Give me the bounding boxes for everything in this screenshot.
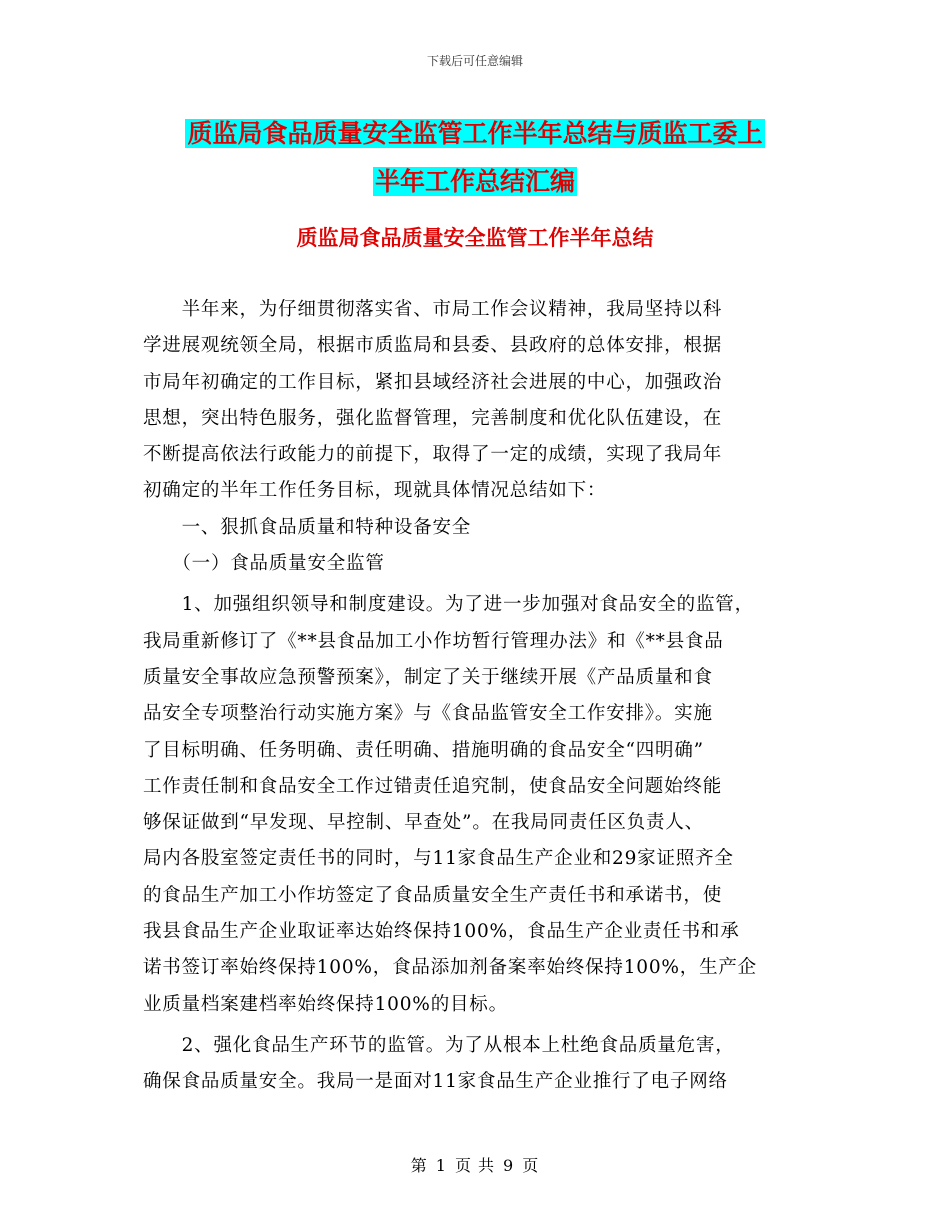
text-line: 我县食品生产企业取证率达始终保持100%，食品生产企业责任书和承 [143,921,740,943]
current-page-number: 1 [435,1156,447,1175]
text-line: 确保食品质量安全。我局一是面对11家食品生产企业推行了电子网络 [143,1071,728,1093]
text-line: 业质量档案建档率始终保持100%的目标。 [143,993,508,1015]
text-line: （一）食品质量安全监管 [143,553,385,575]
text-line: 1、加强组织领导和制度建设。为了进一步加强对食品安全的监管， [143,594,754,616]
text-line: 够保证做到“早发现、早控制、早查处”。在我局同责任区负责人、 [143,812,704,834]
text-line: 我局重新修订了《**县食品加工小作坊暂行管理办法》和《**县食品 [143,630,724,652]
text-line: 品安全专项整治行动实施方案》与《食品监管安全工作安排》。实施 [143,703,713,725]
footer-suffix: 页 [522,1156,540,1175]
text-line: 思想，突出特色服务，强化监督管理，完善制度和优化队伍建设，在 [143,407,723,429]
total-page-count: 9 [503,1156,515,1175]
footer-middle: 页 共 [454,1156,496,1175]
header-note: 下载后可任意编辑 [426,54,523,68]
text-line: 不断提高依法行政能力的前提下，取得了一定的成绩，实现了我局年 [143,444,723,466]
page-footer [0,1153,950,1176]
body-text [143,292,811,1101]
text-line: 2、强化食品生产环节的监管。为了从根本上杜绝食品质量危害， [143,1034,735,1056]
text-line: 工作责任制和食品安全工作过错责任追究制，使食品安全问题始终能 [143,775,723,797]
text-line: 的食品生产加工小作坊签定了食品质量安全生产责任书和承诺书，使 [143,884,723,906]
text-line: 质量安全事故应急预警预案》，制定了关于继续开展《产品质量和食 [143,666,713,688]
document-title [0,110,950,206]
text-line: 诺书签订率始终保持100%，食品添加剂备案率始终保持100%，生产企 [143,957,757,979]
text-line: 半年来，为仔细贯彻落实省、市局工作会议精神，我局坚持以科 [143,299,723,320]
title-line-2: 半年工作总结汇编 [374,167,575,196]
text-line: 局内各股室签定责任书的同时，与11家食品生产企业和29家证照齐全 [143,848,734,870]
text-line: 学进展观统领全局，根据市质监局和县委、县政府的总体安排，根据 [143,335,723,357]
section-title: 质监局食品质量安全监管工作半年总结 [296,225,654,250]
text-line: 了目标明确、任务明确、责任明确、措施明确的食品安全“四明确” [143,739,704,761]
text-line: 市局年初确定的工作目标，紧扣县域经济社会进展的中心，加强政治 [143,371,723,393]
text-line: 初确定的半年工作任务目标，现就具体情况总结如下： [143,480,607,502]
title-line-1: 质监局食品质量安全监管工作半年总结与质监工委上 [187,119,763,148]
footer-prefix: 第 [410,1156,428,1175]
text-line: 一、狠抓食品质量和特种设备安全 [143,516,472,538]
